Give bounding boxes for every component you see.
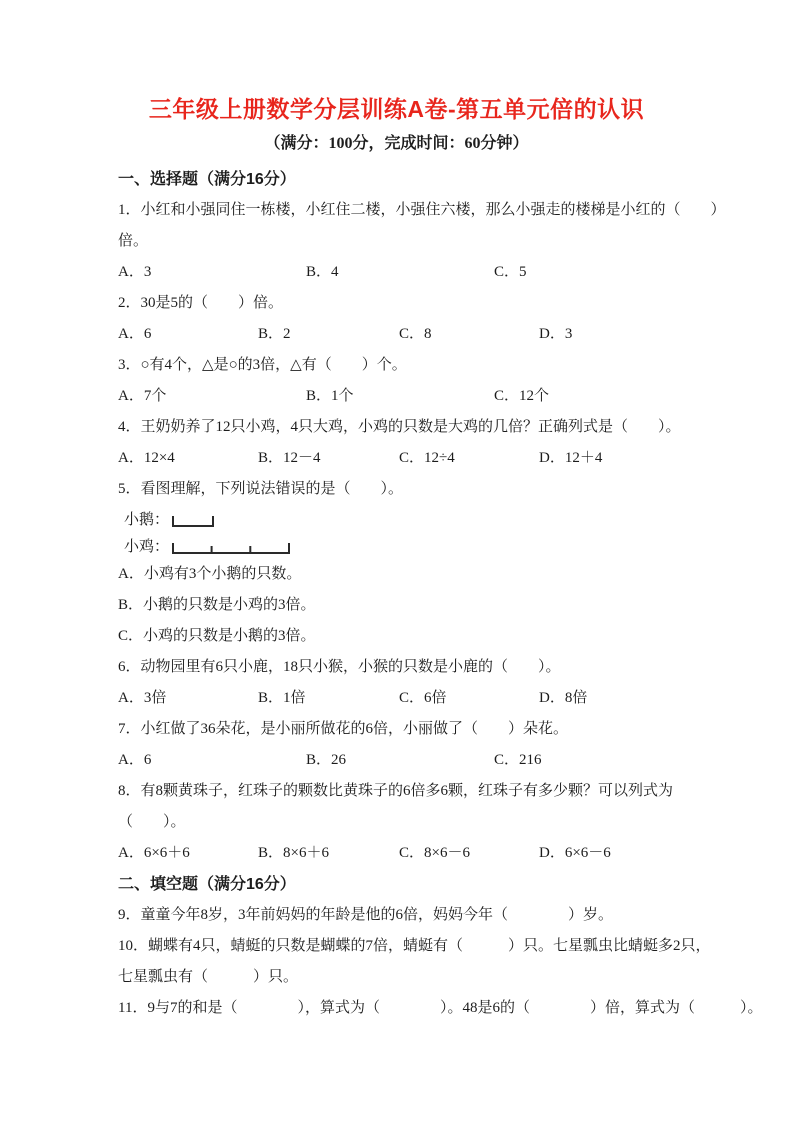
page-title: 三年级上册数学分层训练A卷-第五单元倍的认识	[148, 96, 645, 122]
question-3-text: 3．○有4个，△是○的3倍，△有（ ）个。	[118, 357, 407, 373]
q7-option-a: A．6	[118, 752, 152, 768]
question-2-text: 2．30是5的（ ）倍。	[118, 295, 284, 311]
q4-option-a: A．12×4	[118, 450, 175, 466]
q8-option-c: C．8×6－6	[399, 845, 470, 861]
question-5-text: 5．看图理解，下列说法错误的是（ ）。	[118, 481, 404, 497]
q2-option-d: D．3	[539, 326, 573, 342]
question-7-text: 7．小红做了36朵花，是小丽所做花的6倍，小丽做了（ ）朵花。	[118, 721, 569, 737]
chicken-bar-row	[118, 532, 703, 559]
question-9-text: 9．童童今年8岁，3年前妈妈的年龄是他的6倍，妈妈今年（ ）岁。	[118, 907, 614, 923]
q4-option-c: C．12÷4	[399, 450, 455, 466]
q8-option-a: A．6×6＋6	[118, 845, 190, 861]
q7-option-b: B．26	[306, 752, 347, 768]
q6-option-c: C．6倍	[399, 690, 447, 706]
q3-option-b: B．1个	[306, 388, 354, 404]
q4-option-d: D．12＋4	[539, 450, 603, 466]
section-2-heading: 二、填空题（满分16分）	[118, 876, 296, 893]
goose-bar-diagram	[172, 514, 214, 528]
question-3-options	[118, 381, 703, 412]
q5-option-c: C．小鸡的只数是小鹅的3倍。	[118, 628, 316, 644]
question-7-options	[118, 745, 703, 776]
q8-option-b: B．8×6＋6	[258, 845, 329, 861]
question-4-options	[118, 443, 703, 474]
question-10-text-line-2: 七星瓢虫有（ ）只。	[118, 969, 299, 985]
q7-option-c: C．216	[494, 752, 542, 768]
q2-option-a: A．6	[118, 326, 152, 342]
section-1-heading: 一、选择题（满分16分）	[118, 171, 296, 188]
q2-option-c: C．8	[399, 326, 432, 342]
q4-option-b: B．12－4	[258, 450, 321, 466]
q1-option-a: A．3	[118, 264, 152, 280]
q5-option-b: B．小鹅的只数是小鸡的3倍。	[118, 597, 316, 613]
q8-option-d: D．6×6－6	[539, 845, 611, 861]
worksheet-body	[118, 164, 763, 1024]
chicken-bar-diagram	[172, 541, 290, 555]
question-10-text: 10．蝴蝶有4只，蜻蜓的只数是蝴蝶的7倍，蜻蜓有（ ）只。七星瓢虫比蜻蜓多2只，	[118, 938, 711, 954]
question-6-options	[118, 683, 703, 714]
question-1-options	[118, 257, 703, 288]
question-4-text: 4．王奶奶养了12只小鸡，4只大鸡，小鸡的只数是大鸡的几倍？正确列式是（ ）。	[118, 419, 681, 435]
question-11-text: 11．9与7的和是（ ），算式为（ ）。48是6的（ ）倍，算式为（ ）。	[118, 1000, 763, 1016]
question-1-text: 1．小红和小强同住一栋楼，小红住二楼，小强住六楼，那么小强走的楼梯是小红的（ ）	[118, 202, 726, 218]
question-8-options	[118, 838, 703, 869]
goose-label: 小鹅：	[124, 512, 170, 528]
page-subtitle: （满分：100分，完成时间：60分钟）	[264, 135, 529, 152]
q6-option-a: A．3倍	[118, 690, 167, 706]
q6-option-b: B．1倍	[258, 690, 306, 706]
question-1-text-line-2: 倍。	[118, 233, 149, 249]
q1-option-c: C．5	[494, 264, 527, 280]
q3-option-c: C．12个	[494, 388, 550, 404]
q2-option-b: B．2	[258, 326, 291, 342]
q6-option-d: D．8倍	[539, 690, 588, 706]
question-2-options	[118, 319, 703, 350]
q1-option-b: B．4	[306, 264, 339, 280]
question-6-text: 6．动物园里有6只小鹿，18只小猴，小猴的只数是小鹿的（ ）。	[118, 659, 561, 675]
question-8-text-line-2: （ ）。	[118, 814, 186, 830]
q3-option-a: A．7个	[118, 388, 167, 404]
goose-bar-row	[118, 505, 703, 532]
chicken-label: 小鸡：	[124, 539, 170, 555]
q5-option-a: A．小鸡有3个小鹅的只数。	[118, 566, 302, 582]
question-8-text: 8．有8颗黄珠子，红珠子的颗数比黄珠子的6倍多6颗，红珠子有多少颗？可以列式为	[118, 783, 674, 799]
